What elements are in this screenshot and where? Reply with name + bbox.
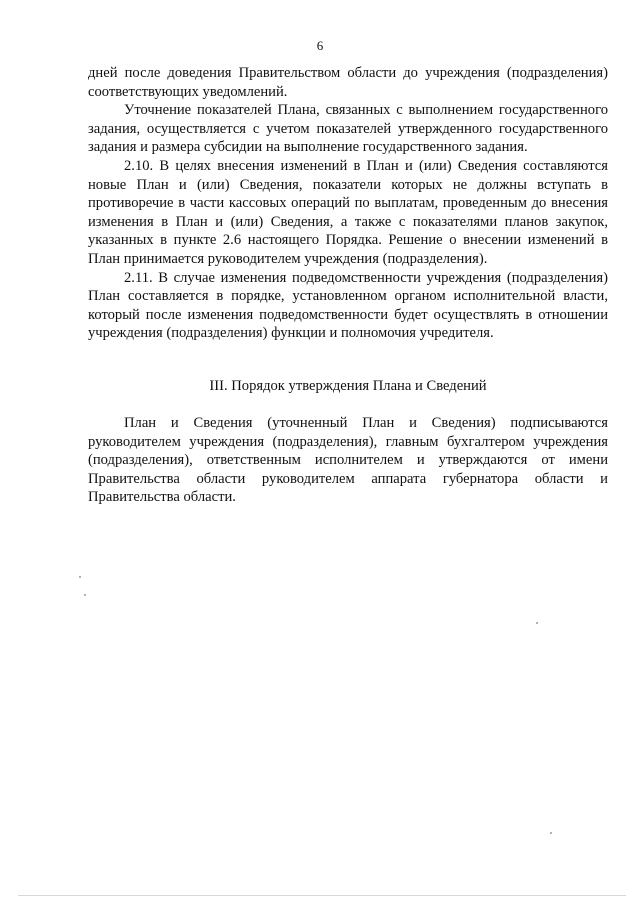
- page-number: 6: [316, 38, 324, 53]
- paragraph-plan-clarification: Уточнение показателей Плана, связанных с выполнением государственного задания, осуществляется с учетом показателей утвержденного государственного задания и размера субсидии на выполнение государственного задания.: [88, 102, 608, 156]
- section-three-body: [88, 414, 608, 507]
- scan-edge-line: [18, 895, 626, 896]
- scan-speck: [79, 576, 81, 578]
- paragraph-notifications: дней после доведения Правительством области до учреждения (подразделения) соответствующих уведомлений.: [88, 65, 608, 100]
- scan-speck: [84, 594, 86, 596]
- section-two-continuation: [88, 64, 608, 343]
- scan-speck: [536, 622, 538, 624]
- paragraph-approval: План и Сведения (уточненный План и Сведения) подписываются руководителем учреждения (подразделения), главным бухгалтером учреждения (подразделения), ответственным исполнителем и утверждаются от имени Правительства области руководителем аппарата губернатора области и Правительства области.: [88, 415, 608, 506]
- section-three-heading: III. Порядок утверждения Плана и Сведений: [209, 378, 487, 394]
- scan-speck: [550, 832, 552, 834]
- paragraph-2-11: 2.11. В случае изменения подведомственности учреждения (подразделения) План составляется в порядке, установленном органом исполнительной власти, который после изменения подведомственности будет осуществлять в отношении учреждения (подразделения) функции и полномочия учредителя.: [88, 269, 608, 342]
- paragraph-2-10: 2.10. В целях внесения изменений в План и (или) Сведения составляются новые План и (или) Сведения, показатели которых не должны вступать в противоречие в части кассовых операций по выплатам, проведенным до внесения изменения в План и (или) Сведения, а также с показателями планов закупок, указанных в пункте 2.6 настоящего Порядка. Решение о внесении изменений в План принимается руководителем учреждения (подразделения).: [88, 157, 608, 267]
